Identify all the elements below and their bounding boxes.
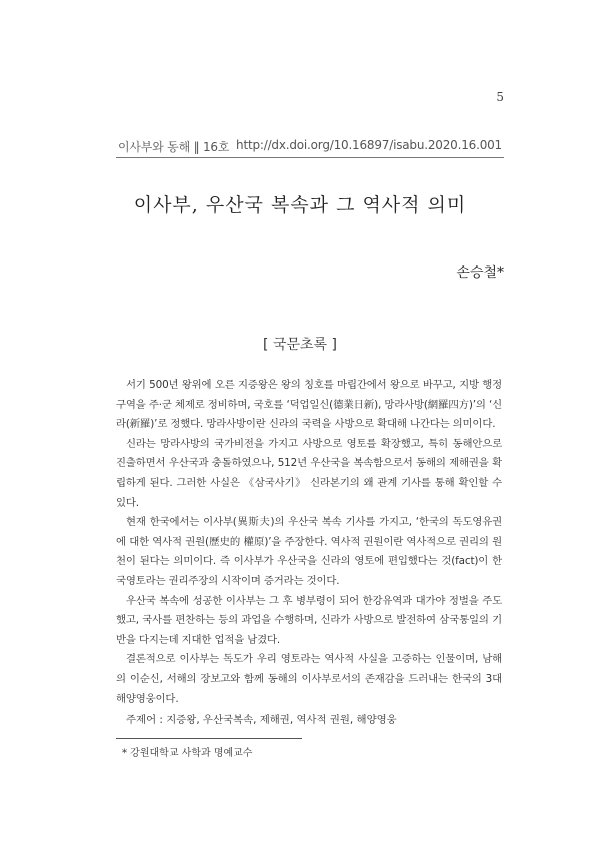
abstract-paragraph: 결론적으로 이사부는 독도가 우리 영토라는 역사적 사실을 고증하는 인물이며, 남해의 이순신, 서해의 장보고와 함께 동해의 이사부로서의 존재감을 드러내는 한국의 3대 해양영웅이다. [116,653,502,705]
journal-name: 이사부와 동해 ‖ 16호 [118,140,230,154]
running-header [118,138,502,155]
abstract-paragraph: 신라는 망라사방의 국가비전을 가지고 사방으로 영토를 확장했고, 특히 동해안으로 진출하면서 우산국과 충돌하였으나, 512년 우산국을 복속함으로서 동해의 제해권을 확립하게 된다. 그러한 사실은 《삼국사기》 신라본기의 왜 관계 기사를 통해 확인할 수 있다. [116,437,502,509]
abstract-paragraph: 우산국 복속에 성공한 이사부는 그 후 병부령이 되어 한강유역과 대가야 정벌을 주도했고, 국사를 편찬하는 등의 과업을 수행하며, 신라가 사방으로 발전하여 삼국통일의 기반을 다지는데 지대한 업적을 남겼다. [116,594,502,646]
abstract-body [116,376,502,709]
page-number: 5 [496,90,504,104]
footnote-divider [116,738,302,739]
header-divider [116,157,504,158]
paper-title: 이사부, 우산국 복속과 그 역사적 의미 [133,194,467,216]
author-footnote: * 강원대학교 사학과 명예교수 [122,748,253,759]
abstract-paragraph: 서기 500년 왕위에 오른 지증왕은 왕의 칭호를 마립간에서 왕으로 바꾸고, 지방 행정구역을 주·군 체제로 정비하며, 국호를 ‘덕업일신(德業日新), 망라사방(網羅四方)’의 ‘신라(新羅)’로 정했다. 망라사방이란 신라의 국력을 사방으로 확대해 나간다는 의미이다. [116,379,502,431]
author-name: 손승철* [456,265,504,281]
abstract-heading: [ 국문초록 ] [263,337,337,353]
doi-link[interactable]: http://dx.doi.org/10.16897/isabu.2020.16.001 [236,138,502,152]
keywords: 주제어 : 지증왕, 우산국복속, 제해권, 역사적 권원, 해양영웅 [126,714,397,726]
abstract-paragraph: 현재 한국에서는 이사부(異斯夫)의 우산국 복속 기사를 가지고, ‘한국의 독도영유권에 대한 역사적 권원(歷史的 權原)’을 주장한다. 역사적 권원이란 역사적으로 권리의 원천이 된다는 의미이다. 즉 이사부가 우산국을 신라의 영토에 편입했다는 것(fact)이 한국영토라는 권리주장의 시작이며 증거라는 것이다. [116,516,502,587]
